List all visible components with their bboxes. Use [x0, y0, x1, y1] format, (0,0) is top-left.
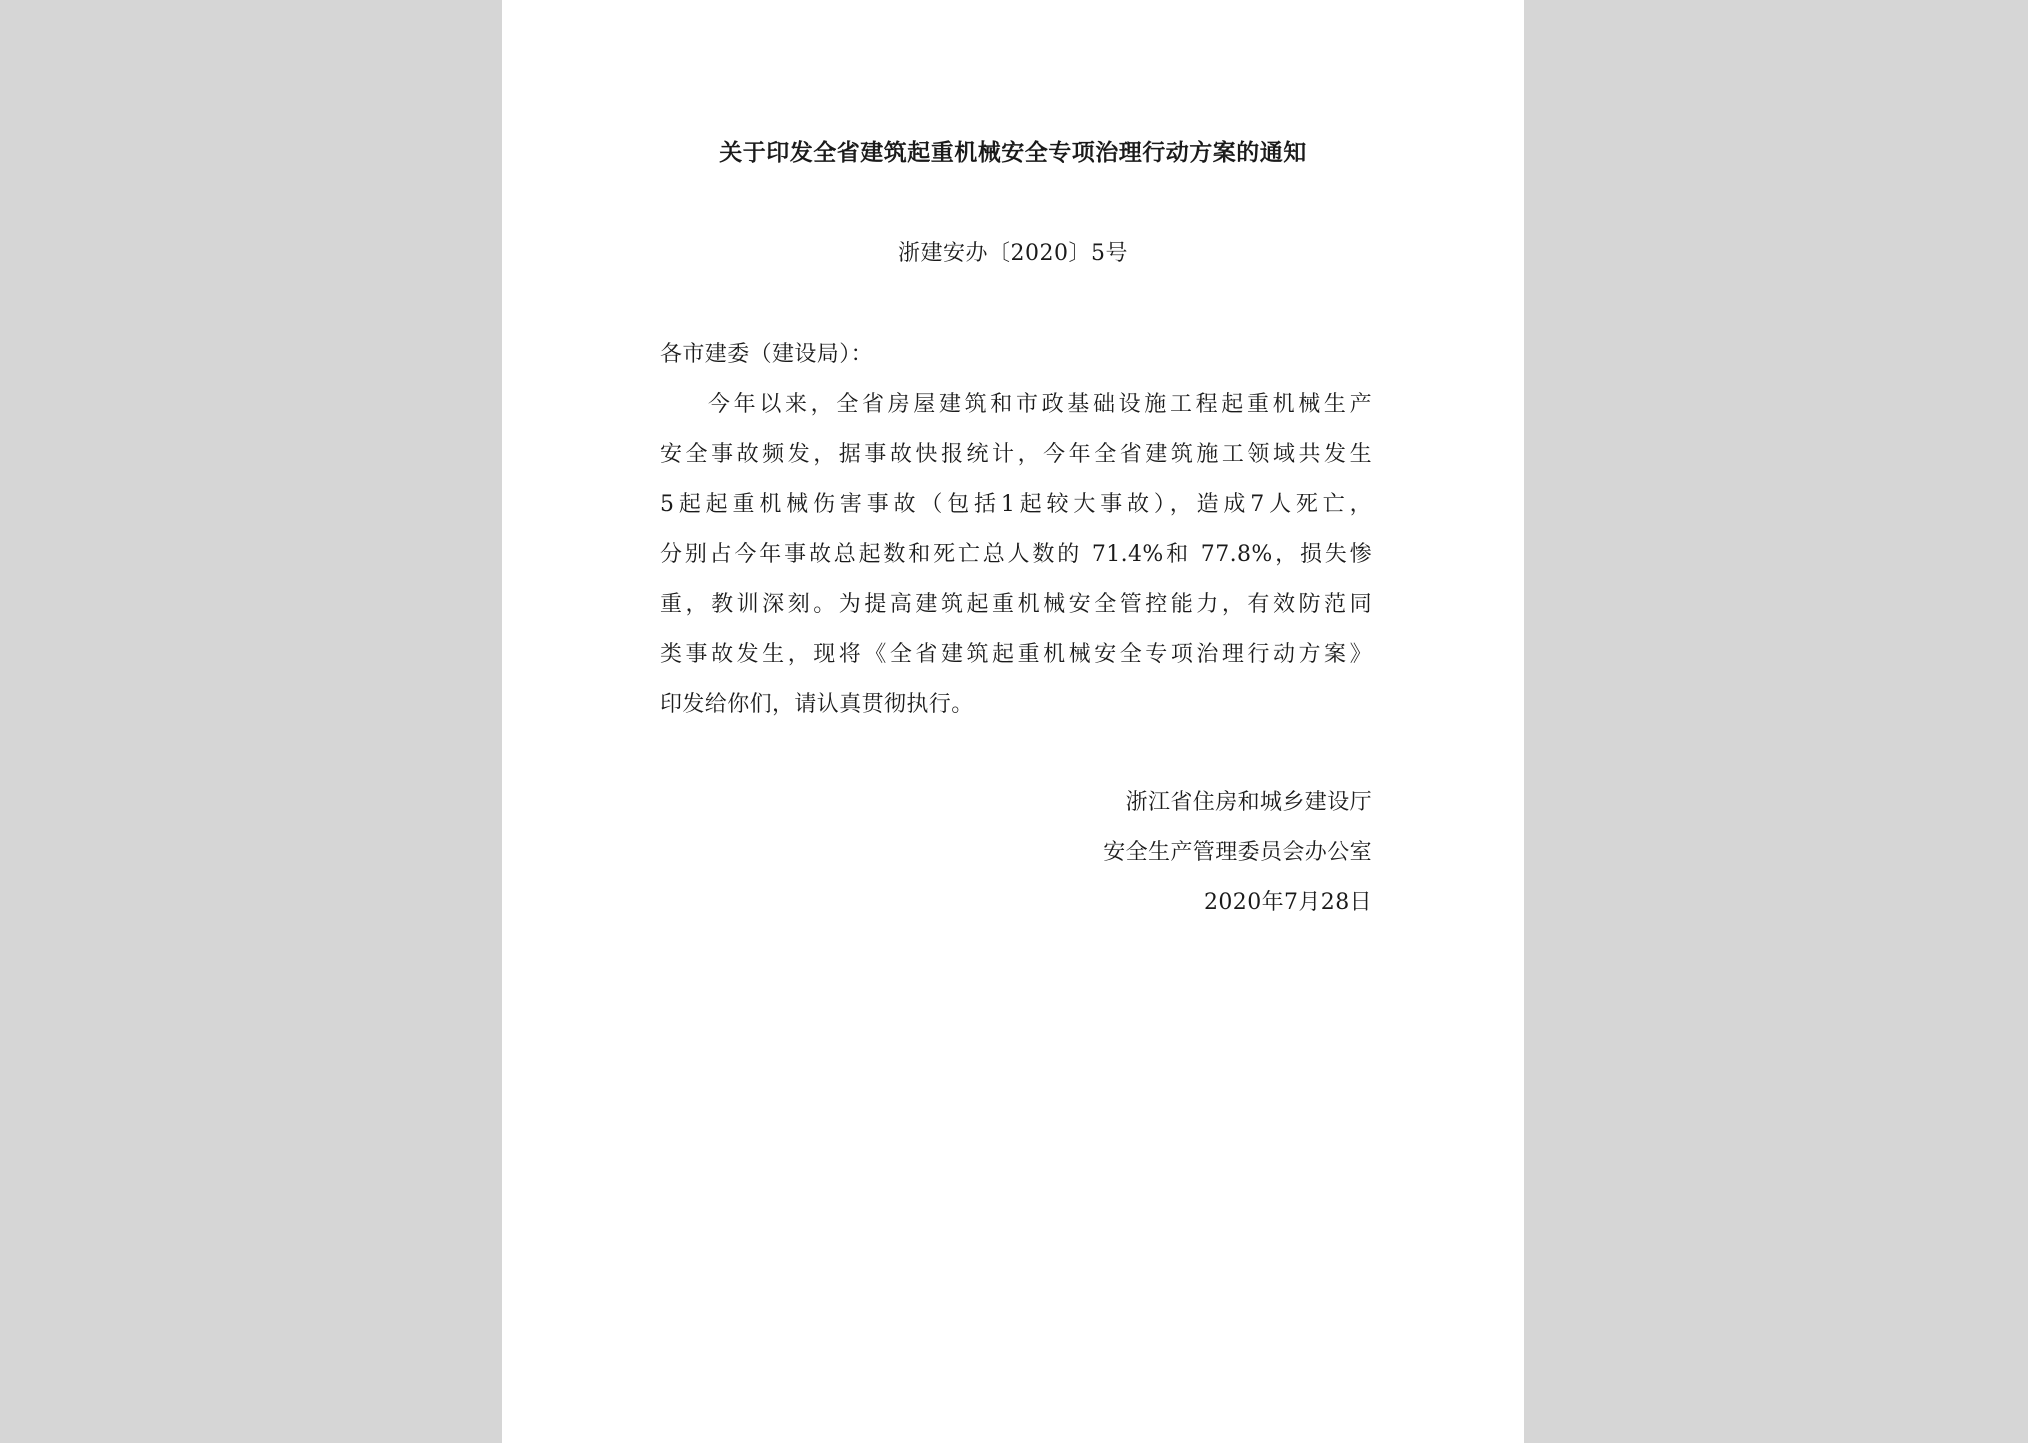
signature-date: 2020年7月28日: [1204, 890, 1372, 915]
signature-block: [1103, 778, 1372, 928]
signature-org-line-2: 安全生产管理委员会办公室: [1103, 840, 1372, 865]
document-body: [660, 330, 1372, 730]
body-line: 分别占今年事故总起数和死亡总人数的 71.4%和 77.8%，损失惨: [660, 542, 1372, 567]
body-line: 重，教训深刻。为提高建筑起重机械安全管控能力，有效防范同: [660, 592, 1372, 617]
salutation: 各市建委（建设局）：: [660, 342, 874, 367]
document-number: 浙建安办〔2020〕5号: [898, 241, 1128, 266]
body-line: 安全事故频发，据事故快报统计，今年全省建筑施工领域共发生: [660, 442, 1372, 467]
body-line: 今年以来，全省房屋建筑和市政基础设施工程起重机械生产: [708, 392, 1372, 417]
body-line: 5起起重机械伤害事故（包括1起较大事故），造成7人死亡，: [660, 492, 1372, 517]
document-title: 关于印发全省建筑起重机械安全专项治理行动方案的通知: [719, 140, 1307, 166]
signature-org-line-1: 浙江省住房和城乡建设厅: [1125, 790, 1372, 815]
document-page: [502, 0, 1524, 1443]
body-line: 印发给你们，请认真贯彻执行。: [660, 692, 974, 717]
body-line: 类事故发生，现将《全省建筑起重机械安全专项治理行动方案》: [660, 642, 1372, 667]
